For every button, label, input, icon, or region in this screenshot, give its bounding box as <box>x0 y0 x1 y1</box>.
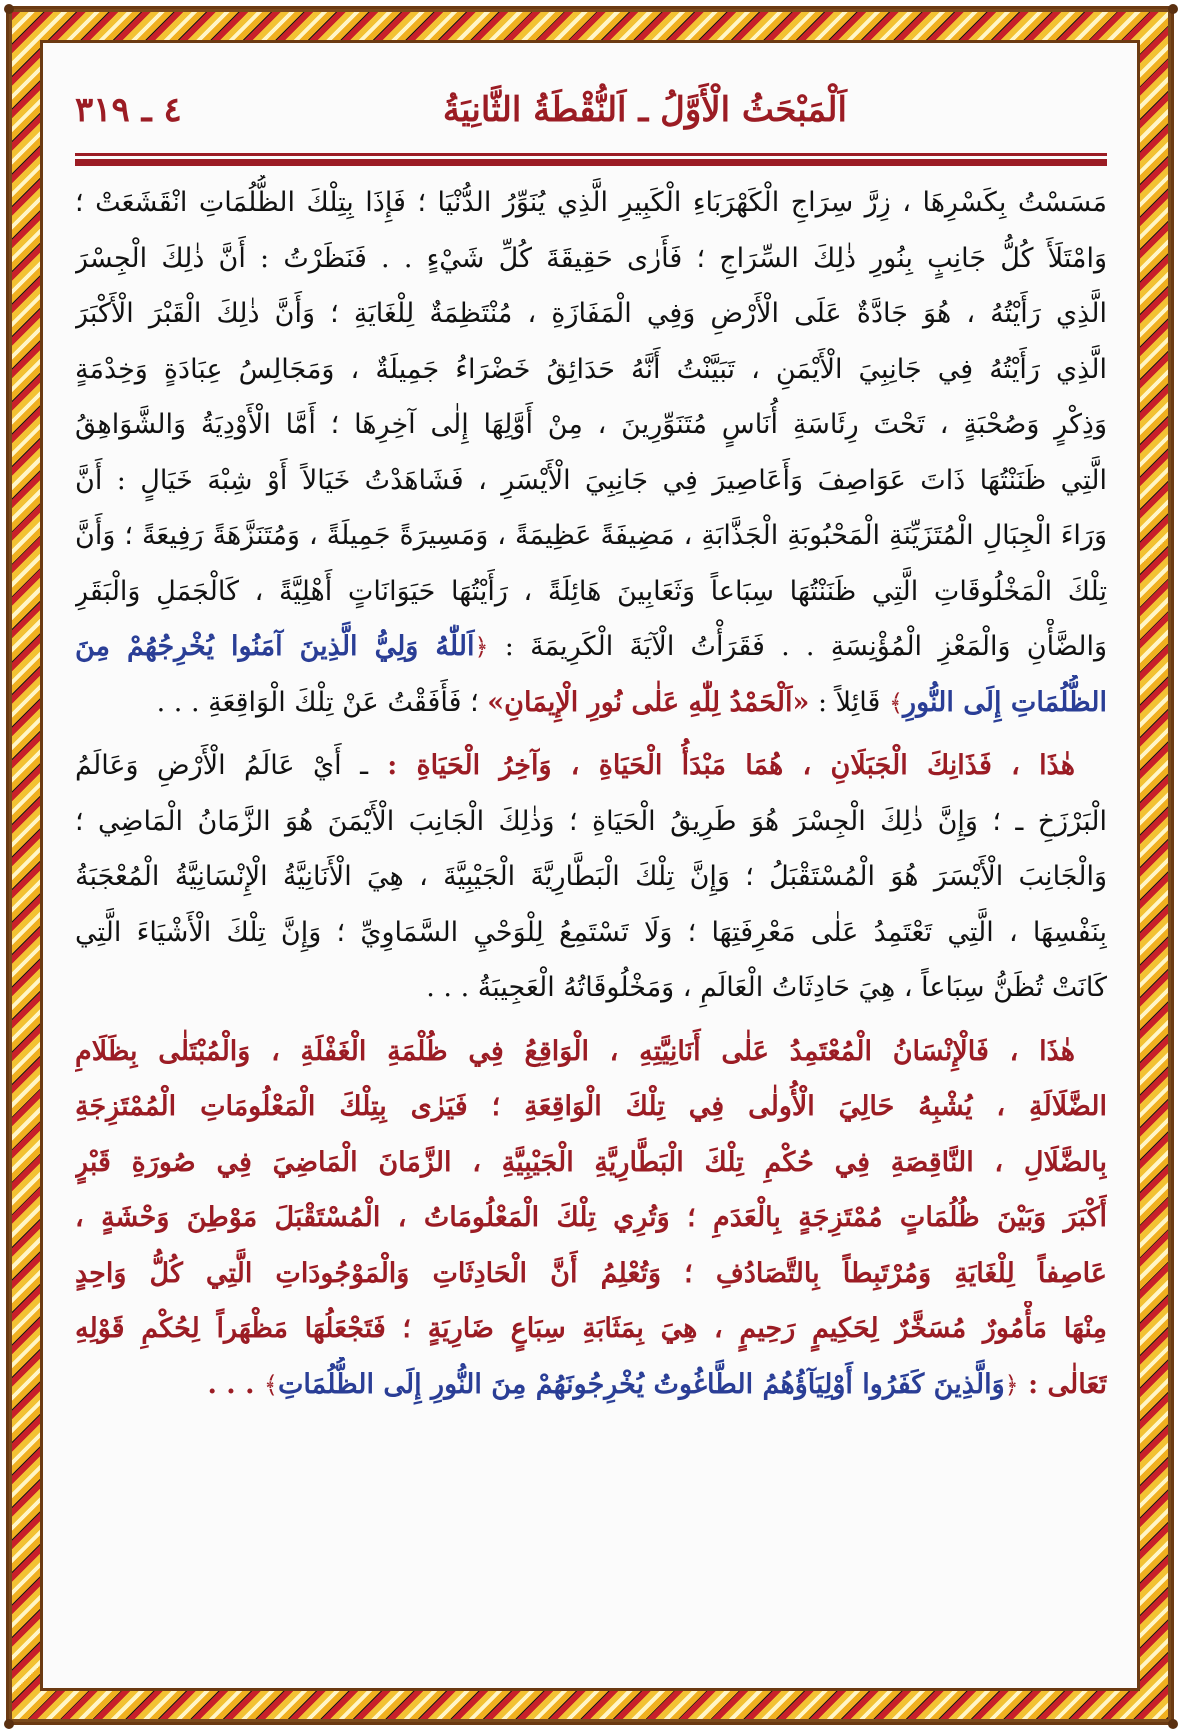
quran-close-ornament-icon: ﴾ <box>263 1370 278 1399</box>
paragraph-gap <box>75 730 1107 738</box>
text-segment: وَالضَّأْنِ وَالْمَعْزِ الْمُؤْنِسَةِ . . فَقَرَأْتُ الْآيَةَ الْكَرِيمَةَ : <box>488 631 1107 662</box>
page-content <box>75 80 1107 1400</box>
text-line: مِنْهَا مَأْمُورٌ مُسَخَّرٌ لِحَكِيمٍ رَحِيمٍ ، هِيَ بِمَثَابَةِ سِبَاعٍ ضَارِيَةٍ ؛ فَتَجْعَلُهَا مَظْهَراً لِحُكْمِ قَوْلِهِ <box>75 1313 1107 1344</box>
page-number: ٤ ـ ٣١٩ <box>75 90 182 130</box>
text-line: الَّذِي رَأَيْتُهُ ، هُوَ جَادَّةٌ عَلَى الْأَرْضِ وَفِي الْمَفَازَةِ ، مُنْتَظِمَةٌ لِلْغَايَةِ ؛ وَأَنَّ ذٰلِكَ الْقَبْرَ الْأَكْبَرَ <box>75 298 1107 329</box>
text-line: وَرَاءَ الْجِبَالِ الْمُتَزَيِّنَةِ الْمَحْبُوبَةِ الْجَذَّابَةِ ، مَضِيفَةً عَظِيمَةً ، وَمَسِيرَةً جَمِيلَةً ، وَمُتَنَزَّهَةً رَفِيعَةً ؛ وَأَنَّ <box>75 520 1107 551</box>
text-line: الضَّلَالَةِ ، يُشْبِهُ حَالِيَ الْأُولٰى فِي تِلْكَ الْوَاقِعَةِ ؛ فَيَرٰى بِتِلْكَ الْمَعْلُومَاتِ الْمُمْتَزِجَةِ <box>75 1091 1107 1122</box>
text-line: تِلْكَ الْمَخْلُوقَاتِ الَّتِي ظَنَنْتُهَا سِبَاعاً وَثَعَابِينَ هَائِلَةً ، رَأَيْتُهَا حَيَوَانَاتٍ أَهْلِيَّةً ، كَالْجَمَلِ وَالْبَقَرِ <box>75 575 1107 607</box>
text-line <box>75 1357 1107 1413</box>
quote-highlight: «اَلْحَمْدُ لِلّٰهِ عَلٰى نُورِ الْإِيمَانِ» <box>487 686 810 718</box>
text-segment: ـ أَيْ عَالَمُ الْأَرْضِ وَعَالَمُ <box>75 750 368 781</box>
running-header <box>75 80 1107 150</box>
quran-open-ornament-icon: ﴿ <box>474 633 489 661</box>
text-line <box>75 619 1107 675</box>
header-rule-thick <box>75 159 1107 166</box>
corner-knob-icon <box>1168 1719 1178 1729</box>
text-line: الَّذِي رَأَيْتُهُ فِي جَانِبِيَ الْأَيْمَنِ ، تَبَيَّنْتُ أَنَّهُ حَدَائِقُ خَضْرَاءُ جَمِيلَةٌ ، وَمَجَالِسُ عِبَادَةٍ وَخِدْمَةٍ <box>75 353 1107 385</box>
quran-verse: اَللّٰهُ وَلِيُّ الَّذِينَ آمَنُوا يُخْرِجُهُمْ مِنَ <box>75 631 475 662</box>
text-line: الَّتِي ظَنَنْتُهَا ذَاتَ عَوَاصِفَ وَأَعَاصِيرَ فِي جَانِبِيَ الْأَيْسَرِ ، فَشَاهَدْتُ خَيَالاً أَوْ شِبْهَ خَيَالٍ : أَنَّ <box>75 464 1107 496</box>
chapter-title: اَلْمَبْحَثُ الْأَوَّلُ ـ اَلنُّقْطَةُ الثَّانِيَةُ <box>442 90 847 130</box>
text-line: أَكْبَرَ وَبَيْنَ ظُلُمَاتٍ مُمْتَزِجَةٍ بِالْعَدَمِ ؛ وَتُرِي تِلْكَ الْمَعْلُومَاتُ ، الْمُسْتَقْبَلَ مَوْطِنَ وَحْشَةٍ ، <box>75 1202 1107 1233</box>
text-line: بِالضَّلَالِ ، النَّاقِصَةِ فِي حُكْمِ تِلْكَ الْبَطَّارِيَّةِ الْجَيْبِيَّةِ ، الزَّمَانَ الْمَاضِيَ فِي صُورَةِ قَبْرٍ <box>75 1146 1107 1178</box>
text-line: وَامْتَلَأَ كُلُّ جَانِبٍ بِنُورِ ذٰلِكَ السِّرَاجِ ؛ فَأَرٰى حَقِيقَةَ كُلِّ شَيْءٍ . . فَنَظَرْتُ : أَنَّ ذٰلِكَ الْجِسْرَ <box>75 242 1107 274</box>
corner-knob-icon <box>1168 4 1178 14</box>
text-line: الْبَرْزَخِ ـ ؛ وَإِنَّ ذٰلِكَ الْجِسْرَ هُوَ طَرِيقُ الْحَيَاةِ ؛ وَذٰلِكَ الْجَانِبَ الْأَيْمَنَ هُوَ الزَّمَانُ الْمَاضِي ؛ <box>75 805 1107 837</box>
quran-verse: الظُّلُمَاتِ إِلَى النُّورِ <box>903 686 1107 718</box>
paragraph-gap <box>75 1016 1107 1024</box>
quran-verse: وَالَّذِينَ كَفَرُوا أَوْلِيَآؤُهُمُ الطَّاغُوتُ يُخْرِجُونَهُمْ مِنَ النُّورِ إِلَى الظُّلُمَاتِ <box>277 1368 1005 1400</box>
quran-open-ornament-icon: ﴿ <box>1004 1370 1019 1399</box>
quran-close-ornament-icon: ﴾ <box>888 688 904 717</box>
text-line <box>75 738 1107 794</box>
text-segment: تَعَالٰى : <box>1018 1368 1107 1400</box>
text-line: هٰذَا ، فَالْإِنْسَانُ الْمُعْتَمِدُ عَلٰى أَنَانِيَّتِهِ ، الْوَاقِعُ فِي ظُلْمَةِ الْغَفْلَةِ ، وَالْمُبْتَلٰى بِظَلَامِ <box>75 1035 1075 1067</box>
text-line: مَسَسْتُ بِكَسْرِهَا ، زِرَّ سِرَاجِ الْكَهْرَبَاءِ الْكَبِيرِ الَّذِي يُنَوِّرُ الدُّنْيَا ؛ فَإِذَا بِتِلْكَ الظُّلُمَاتِ انْقَشَعَتْ ؛ <box>75 187 1107 218</box>
body-text <box>75 175 1107 1412</box>
text-line: وَالْجَانِبَ الْأَيْسَرَ هُوَ الْمُسْتَقْبَلُ ؛ وَإِنَّ تِلْكَ الْبَطَّارِيَّةَ الْجَيْبِيَّةَ ، هِيَ الْأَنَانِيَّةُ الْإِنْسَانِيَّةُ الْمُعْجَبَةُ <box>75 861 1107 892</box>
emphasis-text: هٰذَا ، فَذَانِكَ الْجَبَلَانِ ، هُمَا مَبْدَأُ الْحَيَاةِ ، وَآخِرُ الْحَيَاةِ : <box>367 750 1075 781</box>
ellipsis: . . . <box>207 1368 264 1400</box>
text-line: كَانَتْ تُظَنُّ سِبَاعاً ، هِيَ حَادِثَاتُ الْعَالَمِ ، وَمَخْلُوقَاتُهُ الْعَجِيبَةُ . . . <box>426 972 1107 1003</box>
corner-knob-icon <box>4 4 14 14</box>
header-rule-thin <box>75 153 1107 156</box>
text-line <box>75 675 1107 731</box>
text-line: عَاصِفاً لِلْغَايَةِ وَمُرْتَبِطاً بِالتَّصَادُفِ ؛ وَتُعْلِمُ أَنَّ الْحَادِثَاتِ وَالْمَوْجُودَاتِ الَّتِي كُلُّ وَاحِدٍ <box>75 1257 1107 1289</box>
corner-knob-icon <box>4 1719 14 1729</box>
text-segment: قَائِلاً : <box>809 686 889 718</box>
text-line: وَذِكْرٍ وَصُحْبَةٍ ، تَحْتَ رِئَاسَةِ أُنَاسٍ مُتَنَوِّرِينَ ، مِنْ أَوَّلِهَا إِلٰى آخِرِهَا ؛ أَمَّا الْأَوْدِيَةُ وَالشَّوَاهِقُ <box>75 409 1107 440</box>
text-segment: ؛ فَأَفَقْتُ عَنْ تِلْكَ الْوَاقِعَةِ . . . <box>156 686 488 718</box>
text-line: بِنَفْسِهَا ، الَّتِي تَعْتَمِدُ عَلٰى مَعْرِفَتِهَا ؛ وَلَا تَسْتَمِعُ لِلْوَحْيِ السَّمَاوِيِّ ؛ وَإِنَّ تِلْكَ الْأَشْيَاءَ الَّتِي <box>75 916 1107 948</box>
